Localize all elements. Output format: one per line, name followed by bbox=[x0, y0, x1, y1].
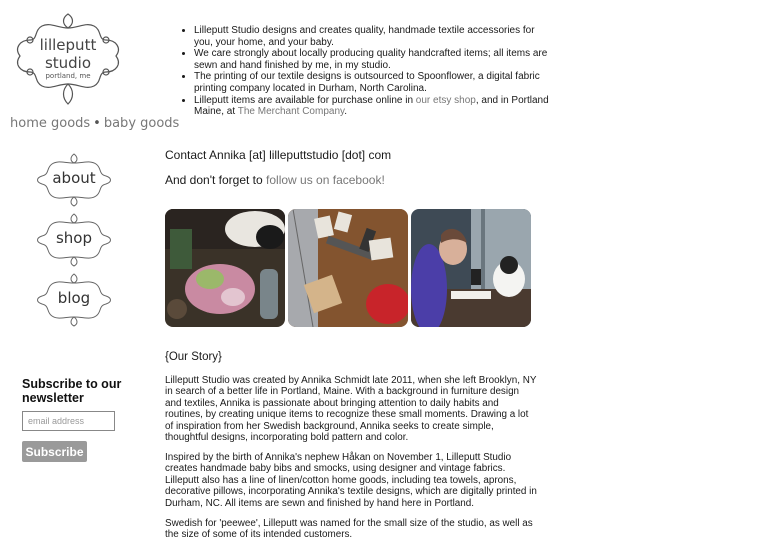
story-heading: {Our Story} bbox=[165, 351, 222, 363]
category-nav bbox=[10, 116, 179, 131]
bullet-text: Lilleputt items are available for purchase online in bbox=[194, 94, 416, 106]
nav-blog-label: blog bbox=[57, 289, 91, 307]
nav-about-label: about bbox=[52, 169, 96, 187]
contact-text: Contact Annika [at] lilleputtstudio [dot] com bbox=[165, 148, 392, 162]
studio-photo-1 bbox=[165, 209, 285, 327]
logo-studio-line: studio bbox=[44, 54, 92, 72]
studio-photo-2 bbox=[288, 209, 408, 327]
story-paragraph-1: Lilleputt Studio was created by Annika Schmidt late 2011, when she left Brooklyn, NY in search of a better life in Portland, Maine. With a background in furniture design and textiles, Annika is passionate about bringing attention to daily habits and routines, by creating unique items to recognize these small moments. Drawing a lot of inspiration from her Swedish background, Annika seeks to create simple, thoughtful designs, incorporating bold pattern and color. bbox=[165, 375, 537, 444]
facebook-link[interactable]: follow us on facebook! bbox=[266, 173, 385, 187]
newsletter-title: Subscribe to our newsletter bbox=[22, 377, 122, 405]
list-item: • Lilleputt Studio designs and creates quality, handmade textile accessories for you, your home, and your baby. bbox=[194, 25, 554, 48]
studio-photo-3 bbox=[411, 209, 531, 327]
bullet-text: . bbox=[344, 106, 348, 118]
logo-name-line: lilleputt bbox=[39, 36, 97, 54]
story-paragraph-2: Inspired by the birth of Annika's nephew Håkan on November 1, Lilleputt Studio creates handmade baby bibs and smocks, using designer and vintage fabrics. Lilleputt also has a line of linen/cotton home goods, including tea towels, aprons, decorative pillows, incorporating Annika's textile designs, which are digitally printed in Durham, NC. All items are sewn and finished by hand here in Portland. bbox=[165, 452, 537, 509]
site-logo[interactable] bbox=[10, 10, 126, 110]
logo-location-line: portland, me bbox=[45, 72, 91, 80]
nav-blog-button[interactable] bbox=[34, 272, 114, 328]
baby-goods-link[interactable]: baby goods bbox=[103, 116, 180, 131]
bullet-text: , and in Portland Maine, at bbox=[194, 94, 549, 118]
list-item: • We care strongly about locally producing quality handcrafted items; all items are sewn and hand finished by me, in my studio. bbox=[194, 48, 554, 71]
facebook-line bbox=[165, 173, 385, 187]
list-item: • The printing of our textile designs is outsourced to Spoonflower, a digital fabric printing company located in Durham, North Carolina. bbox=[194, 71, 554, 94]
category-separator: • bbox=[93, 116, 101, 131]
nav-shop-label: shop bbox=[55, 229, 93, 247]
merchant-company-link[interactable]: The Merchant Company bbox=[237, 106, 345, 118]
home-goods-link[interactable]: home goods bbox=[10, 116, 91, 131]
story-paragraph-3: Swedish for 'peewee', Lilleputt was named for the small size of the studio, as well as the size of some of its intended customers. bbox=[165, 518, 533, 541]
list-item bbox=[194, 95, 554, 118]
nav-about-button[interactable] bbox=[34, 152, 114, 208]
facebook-prefix: And don't forget to bbox=[165, 173, 267, 187]
newsletter-email-input[interactable] bbox=[22, 411, 115, 431]
nav-shop-button[interactable] bbox=[34, 212, 114, 268]
etsy-shop-link[interactable]: our etsy shop bbox=[415, 94, 476, 106]
intro-bullet-list bbox=[180, 25, 554, 118]
subscribe-button[interactable]: Subscribe bbox=[22, 441, 87, 462]
